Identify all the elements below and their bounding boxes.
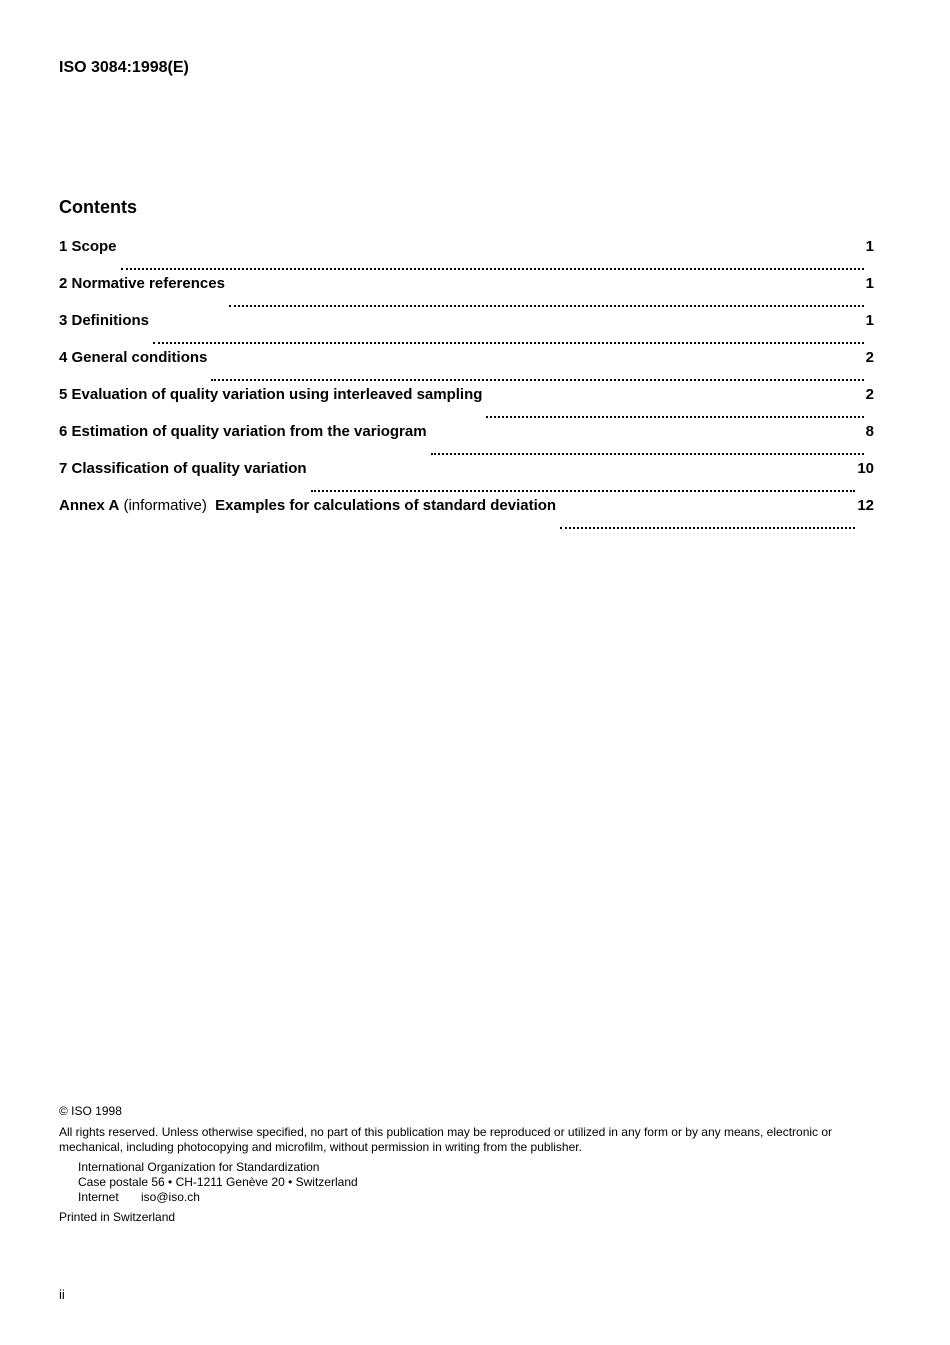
toc-entry-page: 2 [865,349,874,366]
internet-email[interactable]: iso@iso.ch [141,1190,200,1204]
rights-statement: All rights reserved. Unless otherwise specified, no part of this publication may be reproduced or utilized in any form or by any means, electronic or mechanical, including photocopying and microfilm, without permission in writing from the publisher. [59,1125,833,1154]
toc-entry-label: 6 Estimation of quality variation from the variogram [59,423,427,440]
toc-entry-label: 4 General conditions [59,349,208,366]
toc-entry-page: 1 [865,238,874,255]
toc-entry-definitions[interactable] [59,312,874,349]
annex-label: Annex A [59,497,120,514]
annex-title: Examples for calculations of standard deviation [215,497,557,514]
toc-entry-label: 5 Evaluation of quality variation using interleaved sampling [59,386,483,403]
page-number: ii [59,1287,65,1302]
publisher-org: International Organization for Standardization [78,1160,320,1174]
copyright-notice: © ISO 1998 [59,1104,122,1118]
toc-entry-interleaved-sampling[interactable] [59,386,874,423]
toc-leader-dots [311,490,856,492]
toc-entry-label: 2 Normative references [59,275,225,292]
toc-entry-label: 1 Scope [59,238,117,255]
toc-leader-dots [560,527,855,529]
toc-leader-dots [121,268,864,270]
toc-entry-normative-references[interactable] [59,275,874,312]
toc-entry-classification[interactable] [59,460,874,497]
toc-entry-label [59,497,556,514]
internet-label: Internet [78,1190,119,1204]
publisher-internet [78,1190,879,1205]
toc-entry-label: 3 Definitions [59,312,150,329]
toc-entry-page: 2 [865,386,874,403]
annex-qualifier: (informative) [123,497,207,514]
toc-leader-dots [229,305,864,307]
toc-entry-variogram[interactable] [59,423,874,460]
publisher-address [59,1160,879,1205]
toc-entry-general-conditions[interactable] [59,349,874,386]
toc-entry-label: 7 Classification of quality variation [59,460,307,477]
toc-leader-dots [153,342,864,344]
toc-entry-scope[interactable] [59,238,874,275]
toc-entry-page: 1 [865,275,874,292]
toc-entry-page: 12 [857,497,874,514]
document-id: ISO 3084:1998(E) [59,59,189,76]
toc-leader-dots [211,379,863,381]
toc-leader-dots [431,453,864,455]
contents-title: Contents [59,197,137,217]
toc-entry-annex-a[interactable] [59,497,874,534]
publisher-postal: Case postale 56 • CH-1211 Genève 20 • Switzerland [78,1175,358,1189]
toc-entry-page: 8 [865,423,874,440]
table-of-contents [59,238,874,534]
toc-leader-dots [486,416,863,418]
toc-entry-page: 10 [857,460,874,477]
toc-entry-page: 1 [865,312,874,329]
copyright-footer [59,1104,879,1225]
printed-in: Printed in Switzerland [59,1210,176,1224]
